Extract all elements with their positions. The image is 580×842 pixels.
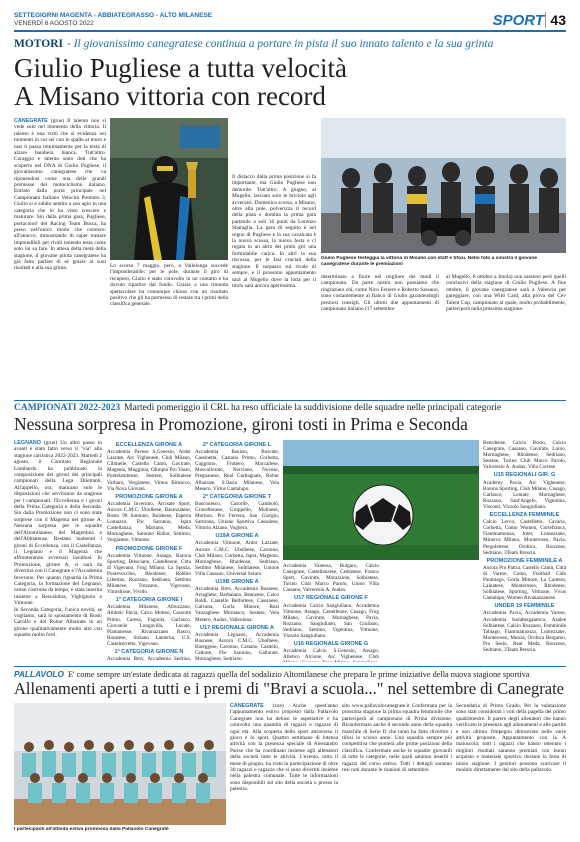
group-title: U17 REGIONALE GIRONE A [199, 624, 275, 631]
racer-podium-illustration [110, 118, 228, 260]
article2-kicker [14, 403, 566, 413]
section-divider-1 [14, 400, 566, 401]
article1-column-4 [321, 274, 439, 396]
article2-body-1: (grue) Un altro passo in avanti è stato fatto verso il "via" alla stagione calcistica 2022-2023. Martedì 2 agosto, il Comitato Regionale Lombardo ha pubblicato la composizione dei gironi dei principali campionati della Lega Dilettanti. All'appello, ora, mancano solo le disposizioni che serviranno da stagione per i campionati: l'Eccellenza e i gironi della Prima Categoria e della Seconda. Sin dalla Promozione non ci sono state sorprese con il Magenta nel girone A. Nessuna sorpresa per le squadre dell'Altomilanese, del Magentino e dell'Abbiatense. Restano inalterati i gironi di Eccellenza, con il Castellanza, il Legnano e il Magenta che affronteranno avversari insidiosi. In Promozione, girone A, ci sarà da divertirsi con il Canegrate e l'Accademia Inveruno. Per quanto riguarda la Prima Categoria, la formazione del Legnano, ormai costruita da tempo, è stata inserita insieme a Rescaldina, Vighignolo e Vittuone. [14, 440, 102, 607]
group-teams: Accademia Milanese, Albuzzano, Athletic Pavia, Calco Motteo, Casorate Primo, Caresa, Fagnola, Garlasco, Giovanile Lungavilla, Locate, Pianianesse, Rivanazzano Basco, Rosatese, Siziano Lanterna, U.S. Castelnovetto, Vigevano. [107, 604, 191, 647]
article3-column-1 [230, 703, 338, 835]
page-number: 43 [545, 12, 566, 28]
group-title: 2ª CATEGORIA GIRONE T [202, 493, 272, 500]
article3-dateline: CANEGRATE [230, 703, 264, 709]
football-photo [283, 440, 479, 560]
group-title: ECCELLENZA FEMMINILE [489, 512, 560, 519]
article1-column-5 [446, 274, 566, 396]
article1-headline [14, 55, 566, 110]
group-title: U19A GIRONE A [215, 533, 259, 540]
article1-column-2 [110, 263, 228, 396]
article2-dateline: LEGNANO [14, 440, 41, 446]
group-teams: Accademia Vittuone, Assago, Barona Sporting, Bresciano, Castelleone, Citta di Vigevano, Frog Milano, La Spezia, Pontevecchio, Rhodense, Robbio Libertas, Rozzano, Sedriano, Settimo Milanese, Trezzano, Vigevano, Vimodrone, Vivido. [107, 552, 191, 596]
page-header [14, 10, 566, 32]
group-teams: Accademia Bmv, Accademia Sedrina, [107, 656, 191, 662]
article2-column-1 [14, 440, 102, 662]
groups-column-c [283, 563, 379, 662]
groups-column-b [195, 440, 279, 662]
group-teams: Aurora Pro Patria, Castello Cantù, Città di Varese, Como, Football Club Parabiago, Gorla Minore, La Cantera, Lainatese, Monterosso, Rhodense, Solbiatese, Sporting, Vittuone, Vivus Cantalupo, Women Rivanazzanese. [483, 564, 566, 602]
volleyball-group-illustration [14, 703, 226, 825]
group-teams: Accademia Inveruno, Arcisate Sport, Aurora C.M.C. Ubolbese, Baranzatese, Bosto 98 Saronno, Boisbese, Esperia Lomazzo, Fbc Saronno, Ispra Castellanza, Mariano, Meda, Mornaghese, Saronno Robur, Settimo, Vergiatese, Vittuone. [107, 500, 191, 544]
group-teams: Accademia Calcio Sangiuliano, Accademia Vittuone, Assago, Castelleone, Cusago, Frog Milano, Gavirate, Mornaghese, Pavia, Rozzano, Sangiuliano, San Giuliano, Sedriano, Settimo, Vigentina, Vittuone, Vizzolo Sangiuliano. [283, 602, 379, 640]
group-teams: Busconesco, Casorile, Gambolò, Gravellonese, Groppello, Molinese, Mortara, Pro Ferrera, San Giorgio, Sartirana, Unione Sportiva Cassolese, Vittorio Alzano, Voghera. [195, 500, 279, 532]
article2-headline: Nessuna sorpresa in Promozione, gironi tosti in Prima e Seconda [14, 414, 468, 434]
article1-body-4: determinato a finire nel migliore dei modi il campionato. Da parte nostra non possiamo che ringraziare chi, come Nico Ferrere e Roberto Sassano, sono costantemente al fianco di Giulio garantendogli preziosi consigli. Gli ultimi due appuntamenti di campionato italiano (17 settembre [321, 274, 439, 313]
group-title: PROMOZIONE FEMMINILE A [486, 557, 563, 564]
group-title: PROMOZIONE GIRONE A [115, 493, 183, 500]
group-title: U16 REGIONALE GIRONE G [293, 641, 369, 648]
article1-headline-line2: A Misano vittoria con record [14, 80, 326, 111]
group-title: PROMOZIONE GIRONE F [115, 545, 183, 552]
group-title: U15 REGIONALI GIR. G [493, 472, 556, 479]
article1-kicker [14, 38, 566, 50]
group-teams: Academy Pavia, Arc Vighenese, Barona Sporting, Club Milano, Cusago, Garlasco, Lentate Mornaghese, Rozzano, Sant'Angelo, Vigentina, Visconti, Vizzolo Sangiuliano. [483, 479, 566, 510]
group-title: UNDER 19 FEMMINILE [494, 603, 555, 610]
group-title: ECCELLENZA GIRONE A [115, 442, 183, 448]
racer-podium-photo [110, 118, 228, 260]
group-title: 1ª CATEGORIA GIRONE I [115, 597, 183, 604]
publication-name: SETTEGIORNI MAGENTA - ABBIATEGRASSO - ALTO MILANESE [14, 12, 213, 19]
section-divider-2 [14, 666, 566, 667]
article1-photo-caption: Giulio Pugliese festeggia la vittoria di Misano con staff e tifosi. Nello foto a sinistra il giovane canegratese durante le premiazioni [321, 256, 538, 267]
football-illustration [283, 440, 479, 560]
group-title: 1ª CATEGORIA GIRONE N [114, 649, 184, 655]
groups-column-d [483, 440, 566, 662]
article1-dateline: CANEGRATE [14, 118, 48, 124]
article3-kicker-label: PALLAVOLO [14, 669, 64, 679]
publication-info [14, 12, 212, 28]
article3-headline: Allenamenti aperti a tutti e i premi di "Bravi a scuola..." nel settembre di Canegrate [14, 679, 564, 698]
article2-kicker-text: Martedì pomeriggio il CRL ha reso ufficiale la suddivisione delle squadre nelle principali categorie [124, 403, 502, 413]
article1-column-3 [232, 174, 316, 396]
article3-body-1: (zue) Anche quest'anno l'appuntamento estivo proposto dalla Pallavolo Canegrate non ha deluso le aspettative e ha coinvolto una quantità di ragazzi e ragazze di ogni età. Alla scoperta dello sport attraverso il gioco e lo sport. Quattro settimane di intensa attività con la presenza speciale di Alessandro Parise che ha coordinato insieme agli allenatori della società tutte le attività. L'evento, tutto il mese di giugno, ha visto la partecipazione di oltre 30 ragazzi e ragazze che si sono divertiti insieme nella palestra comunale. Tutte le informazioni sono disponibili sul sito della società o presso la palestra. [230, 703, 338, 793]
group-title: U19B GIRONE A [215, 578, 259, 585]
article1-body-3: Il distacco dalla prima posizione si fa importante, ma Giulio Pugliese non demorde. Tutt'altro. A giugno, al Mugello, lasciato solo le briciole agli avversari. Domenica scorsa, a Misano, oltre alla pole, polverizza il record della pista e domina la prima gara partendo a soli 16 punti da Lorenzo Sbaraglia. La gara di seguito è nel segno di Pugliese e la sua cavalcata è la nuova scossa, la nuova festa e ci regala in un altro dei primi giri una formidabile carica. In altri la sua riscossa, per le fasi cruciali della stagione. Il sorpasso sul rivale di sempre, e il prossimo appuntamento sarà al Mugello dove la lotta per il titolo sarà ancora apertissima. [232, 174, 316, 289]
group-title: 2ª CATEGORIA GIRONE L [202, 442, 272, 448]
article3-photo-caption: I partecipanti all'attività estiva promossa dalla Pallavolo Canegrate [14, 827, 169, 832]
group-teams: Accademia Calcio S.Genesio, Assago, Atletico Alcione, Arc Vighenese, Club [283, 648, 379, 661]
group-teams: Beurdense, Calcio Bosto, Calcio Canegrate, Cassano, Gavirate, Luino, Mornaghese, Rhodense, Sedriano, Sestese, Torino Club Marco Parolo, Valceresio A. Audax, Villa Cortese. [483, 440, 566, 471]
group-teams: Accademia Pavia, Accademia Varese, Accademia Isolaberganesca, Azalee Solbiatese, Calcio Rozzano, Femminile Tabiago, Fiammamonza, Lumezzane, Monterosso, Monza, Orobica Bergamo, Pro Sesto, Real Meda, Riozzese, Sedriano, 3Team Brescia. [483, 610, 566, 653]
article1-kicker-text: - Il giovanissimo canegratese continua a portare in pista il suo innato talento e la sua grinta [67, 38, 494, 50]
team-celebration-photo [321, 118, 566, 253]
group-teams: Accademia Pavese S.Genesio, Ardor Lazzate, Arc Vighenese, Club Milano, Cilimelle, Castello Cantù, Gavirate, Magenta, Mugginia, Olimpia Pro Vasto, Pontelambrese, Sestese, Solbiatese Varbaro, Vergiatese, Vimus Bimacco, Via Nova Giovani. [107, 449, 191, 492]
article1-kicker-label: MOTORI [14, 38, 63, 50]
article3-column-2 [342, 703, 452, 835]
groups-column-a [107, 440, 191, 662]
volleyball-group-photo [14, 703, 226, 825]
publication-date: VENERDÌ 6 AGOSTO 2022 [14, 20, 94, 27]
article3-column-3 [456, 703, 566, 835]
group-teams: Accademia Vanessa, Bulgaro, Calcio Canegrate, Castellanzese, Cedratese, Franco Spert, Gavirate, Morazzone, Solbiatese, Torino Club Marco Parolo, Union Villa Cassano, Valceresio A. Audax. [283, 563, 379, 594]
article1-body-5: al Mugello, 8 ottobre a Imola) non saranno però quelli conclusivi della stagione di Giulio Pugliese. A fine ottobre, il giovane canegratese sarà a Valencia per gareggiare, con una Wild Card, alla prova del Cev Talent Cup, campionato al quale, molto probabilmente, parteciperà nella prossima stagione. [446, 274, 566, 313]
section-label: SPORT [492, 12, 544, 29]
article1-column-1 [14, 118, 106, 396]
article2-kicker-label: CAMPIONATI 2022-2023 [14, 403, 121, 413]
group-teams: Accademia Bosisio, Buscate, Cassinetta, Castano Primo, Corbetta, Cuggiono, Fruttero, Marcallese, Moscollorato, Nerviano, Novese, Pregnanese, Real Garbagnate, Robur Albairate, S.Ilario Milanese, Vela Mesero, Virtus Cantalupo. [195, 449, 279, 492]
article2-body-2: In Seconda Categoria, l'unica novità, se vogliamo, sarà lo spostamento di Busto Garolfo e del Robur Albairate in un girone qualitativamente molto alto con squadre molto forti. [14, 606, 102, 639]
article3-body-3: Secondaria di Primo Grado. Per la valutazione sono stati considerati i voti della pagella del primo quadrimestre. Il parere degli allenatori che hanno verificato le presenze agli allenamenti e alle partite e non ultimo l'impegno dimostrato nelle varie attività proposte. Appuntamento con la A maiuscola: tutti i ragazzi che hanno ottenuto i migliori risultati saranno premiati con buoni acquisto e materiale sportivo durante la festa di inizio stagione. I genitori possono scaricare il modulo direttamente dal sito della pallavolo. [456, 703, 566, 774]
group-teams: Accademia Vittuone, Ardor Lazzate, Aurora C.M.C. Ubolbese, Caronno, Club Milano, Corbetta, Ispra, Magenta, Mornaghese, Rhodense, Sedriano, Settimo Milanese, Solbiatese, Unione Villa Cassano, Universal Solaro. [195, 540, 279, 577]
team-celebration-illustration [321, 118, 566, 253]
group-teams: Calcio Lecco, Castelletto, Cavaria, Corbetta, Como Women, Cortefranca, Fiammamonza, Inter, Lumezzane, Minerva Milano, Monterosso, Pavia, Pergolettese, Orobica, Riozzese, Sedriano, 3Team Brescia. [483, 519, 566, 556]
group-teams: Accademia Bmv, Accademia Busnese, Arsaghese, Barbaiana, Beanzese, Calco Boldi, Cantello Belfortese, Cassinese, Galvana, Gorla Minore, Real Vanzaghese Mornasco, Sestese, Vela Mesero, Audax, Valleolona. [195, 586, 279, 623]
group-title: U17 REGIONALE GIRONE F [294, 595, 368, 602]
article1-body-2: Lo scorso 7 maggio, però, a Vallelunga succede l'imponderabile: per le pole, durante il giro di recupero, Giulio è stato coinvolto in un contatto e ha dovuto ripartire dal fondo. Grazie a una rimonta spettacolare ha comunque chiuso con un risultato positivo che gli ha permesso di restare tra i primi della classifica generale. [110, 263, 228, 308]
article3-body-2: sito www.pallavolocanegrate.it Confermata per la prossima stagione la prima squadra femminile che parteciperà al campionato di Prima divisione. Riconfermato anche il secondo anno della squadra maschile di Serie D che tanto ha fatto divertire i tifosi lo scorso anno. Una squadra sempre più competitiva che punterà alle prime posizioni della classifica. Confermate anche le squadre giovanili di tutte le categorie, nelle quali saranno inseriti i ragazzi del corso estivo. Tutti i dettagli saranno resi noti durante le riunioni di settembre. [342, 703, 452, 774]
article3-kicker-text: E' come sempre un'estate dedicata ai ragazzi quella del sodalizio Altomilanese che prepara le prime iniziative della nuova stagione sportiva [67, 670, 530, 679]
article3-kicker [14, 669, 566, 679]
article1-headline-line1: Giulio Pugliese a tutta velocità [14, 53, 347, 83]
article1-body-1: (grue) Il talento non si vede solo nel momento della vittoria. Il talento è una virtù che si evidenza nei momenti in cui sei con le spalle al muro e non ti passa minimamente per la testa di alzare bandiera bianca. Tutt'altro. Coraggio e talento sono doti che ha scoperto nel DNA di Giulio Pugliese, il giovanissimo canegratese che va riponendosi come una delle grandi promesse del motociclismo italiano. Entrato dalla porta principale nel Campionato Italiano Velocità Premoto 3, Giulio si è subito sentito a suo agio in una categoria che lo ha visto crescere e maturare. Sin dalla prima gara, Pugliese, portacolori del Racing Team Busca, ha preso nell'unico modo che conosce: all'attacco, dimostrando di saper trattare imprendibili per rivali tenendo testa come solo lui sa fare. In attesa della metà della stagione, il giovane pilota canegratese ha già fatto parlare di sé grazie ai suoi risultati e alla sua grinta. [14, 118, 106, 272]
group-teams: Accademia Legnano, Accademia Busnese, Aurora C.M.C. Ubolbese, Bareggese, Caronno, Castano, Castello, Cedrate, Fbc Saronno, Gallarate, Mornaghese, Sedriano. [195, 631, 279, 662]
